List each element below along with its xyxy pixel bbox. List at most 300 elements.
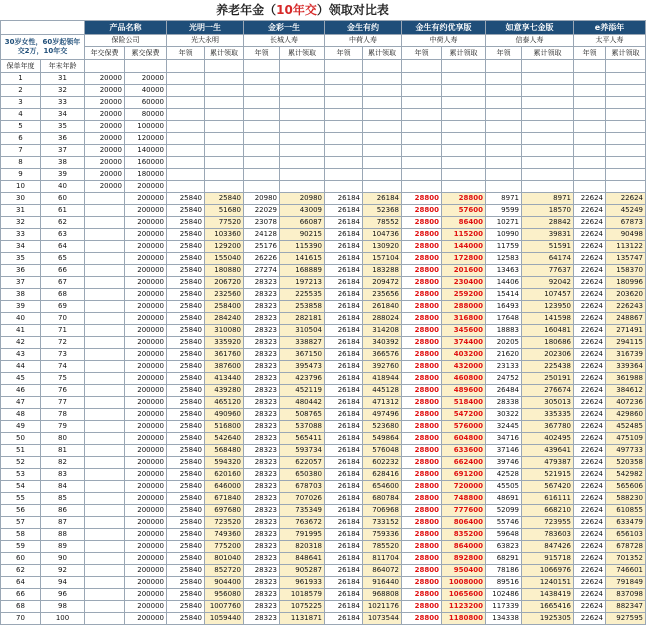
empty-cell bbox=[205, 157, 244, 169]
empty-cell bbox=[167, 169, 205, 181]
cumulative-payout: 28800 bbox=[442, 193, 486, 205]
annual-premium bbox=[85, 457, 125, 469]
annual-premium bbox=[85, 385, 125, 397]
annual-premium bbox=[85, 253, 125, 265]
empty-cell bbox=[167, 181, 205, 193]
table-row bbox=[1, 409, 646, 421]
age: 72 bbox=[41, 337, 85, 349]
total-premium: 40000 bbox=[125, 85, 167, 97]
annual-premium bbox=[85, 301, 125, 313]
age: 88 bbox=[41, 529, 85, 541]
cumulative-payout: 104736 bbox=[363, 229, 402, 241]
annual-payout: 22624 bbox=[574, 361, 606, 373]
annual-payout: 28323 bbox=[244, 457, 280, 469]
annual-payout: 28323 bbox=[244, 517, 280, 529]
header-row-columns bbox=[1, 47, 646, 60]
annual-payout: 26184 bbox=[325, 469, 363, 481]
cumulative-payout: 387600 bbox=[205, 361, 244, 373]
annual-premium bbox=[85, 241, 125, 253]
empty-cell bbox=[205, 133, 244, 145]
annual-payout: 25840 bbox=[167, 469, 205, 481]
annual-payout: 28323 bbox=[244, 325, 280, 337]
cumulative-payout: 253858 bbox=[280, 301, 325, 313]
age: 35 bbox=[41, 121, 85, 133]
header-empty bbox=[325, 60, 363, 73]
annual-payout: 22624 bbox=[574, 241, 606, 253]
annual-payout: 28800 bbox=[402, 541, 442, 553]
annual-payout: 26184 bbox=[325, 241, 363, 253]
policy-year: 64 bbox=[1, 577, 41, 589]
total-premium: 200000 bbox=[125, 613, 167, 625]
empty-cell bbox=[363, 169, 402, 181]
cumulative-payout: 763672 bbox=[280, 517, 325, 529]
empty-cell bbox=[486, 133, 522, 145]
policy-year: 6 bbox=[1, 133, 41, 145]
header-empty bbox=[205, 60, 244, 73]
annual-payout: 25840 bbox=[167, 205, 205, 217]
age: 83 bbox=[41, 469, 85, 481]
cumulative-payout: 521915 bbox=[522, 469, 574, 481]
annual-payout: 26184 bbox=[325, 373, 363, 385]
empty-cell bbox=[325, 85, 363, 97]
cumulative-payout: 806400 bbox=[442, 517, 486, 529]
cumulative-payout: 791995 bbox=[280, 529, 325, 541]
table-row bbox=[1, 157, 646, 169]
annual-payout: 25840 bbox=[167, 349, 205, 361]
empty-cell bbox=[205, 181, 244, 193]
annual-payout: 28800 bbox=[402, 577, 442, 589]
age: 100 bbox=[41, 613, 85, 625]
empty-cell bbox=[205, 97, 244, 109]
annual-premium: 20000 bbox=[85, 109, 125, 121]
cumulative-payout: 335335 bbox=[522, 409, 574, 421]
empty-cell bbox=[574, 145, 606, 157]
annual-payout: 22624 bbox=[574, 301, 606, 313]
empty-cell bbox=[486, 109, 522, 121]
annual-payout: 22624 bbox=[574, 373, 606, 385]
cumulative-payout: 180686 bbox=[522, 337, 574, 349]
total-premium: 200000 bbox=[125, 565, 167, 577]
annual-payout: 26184 bbox=[325, 589, 363, 601]
annual-payout: 28800 bbox=[402, 229, 442, 241]
total-premium: 200000 bbox=[125, 601, 167, 613]
annual-payout: 28323 bbox=[244, 301, 280, 313]
annual-payout: 25840 bbox=[167, 589, 205, 601]
annual-payout: 28323 bbox=[244, 613, 280, 625]
annual-payout: 22624 bbox=[574, 493, 606, 505]
total-premium: 200000 bbox=[125, 553, 167, 565]
cumulative-payout: 1131871 bbox=[280, 613, 325, 625]
cumulative-payout: 392760 bbox=[363, 361, 402, 373]
empty-cell bbox=[574, 109, 606, 121]
annual-payout: 28323 bbox=[244, 481, 280, 493]
header-blank bbox=[1, 21, 85, 35]
empty-cell bbox=[363, 121, 402, 133]
annual-payout: 22624 bbox=[574, 469, 606, 481]
cumulative-payout: 565606 bbox=[606, 481, 646, 493]
table-row bbox=[1, 85, 646, 97]
cumulative-payout: 733152 bbox=[363, 517, 402, 529]
empty-cell bbox=[574, 181, 606, 193]
empty-cell bbox=[606, 145, 646, 157]
empty-cell bbox=[325, 157, 363, 169]
company-name-5: 太平人寿 bbox=[574, 35, 646, 47]
annual-premium bbox=[85, 541, 125, 553]
total-premium: 200000 bbox=[125, 505, 167, 517]
total-premium: 200000 bbox=[125, 397, 167, 409]
table-row bbox=[1, 493, 646, 505]
cumulative-payout: 78552 bbox=[363, 217, 402, 229]
table-row bbox=[1, 265, 646, 277]
annual-payout: 9599 bbox=[486, 205, 522, 217]
policy-year: 60 bbox=[1, 553, 41, 565]
cumulative-payout: 180880 bbox=[205, 265, 244, 277]
empty-cell bbox=[325, 145, 363, 157]
policy-year: 1 bbox=[1, 73, 41, 85]
annual-payout: 28323 bbox=[244, 529, 280, 541]
cumulative-payout: 837098 bbox=[606, 589, 646, 601]
annual-payout: 89516 bbox=[486, 577, 522, 589]
table-row bbox=[1, 217, 646, 229]
cumulative-payout: 395473 bbox=[280, 361, 325, 373]
product-name-5: e养添年 bbox=[574, 21, 646, 35]
total-premium: 200000 bbox=[125, 517, 167, 529]
annual-payout: 22624 bbox=[574, 445, 606, 457]
empty-cell bbox=[363, 181, 402, 193]
cumulative-payout: 115200 bbox=[442, 229, 486, 241]
total-premium: 200000 bbox=[125, 457, 167, 469]
cumulative-payout: 480442 bbox=[280, 397, 325, 409]
table-row bbox=[1, 445, 646, 457]
empty-cell bbox=[402, 145, 442, 157]
age: 61 bbox=[41, 205, 85, 217]
age: 68 bbox=[41, 289, 85, 301]
annual-premium bbox=[85, 433, 125, 445]
annual-payout: 25840 bbox=[167, 565, 205, 577]
age: 87 bbox=[41, 517, 85, 529]
header-empty bbox=[574, 60, 606, 73]
empty-cell bbox=[442, 73, 486, 85]
annual-payout: 26184 bbox=[325, 565, 363, 577]
total-premium: 120000 bbox=[125, 133, 167, 145]
annual-payout: 22624 bbox=[574, 481, 606, 493]
annual-payout: 22624 bbox=[574, 325, 606, 337]
cumulative-payout: 316739 bbox=[606, 349, 646, 361]
age: 79 bbox=[41, 421, 85, 433]
policy-year: 51 bbox=[1, 445, 41, 457]
cumulative-payout: 439280 bbox=[205, 385, 244, 397]
table-row bbox=[1, 169, 646, 181]
cumulative-payout: 678703 bbox=[280, 481, 325, 493]
annual-payout: 28800 bbox=[402, 613, 442, 625]
cumulative-payout: 497496 bbox=[363, 409, 402, 421]
annual-payout: 39746 bbox=[486, 457, 522, 469]
policy-year: 70 bbox=[1, 613, 41, 625]
empty-cell bbox=[363, 73, 402, 85]
cumulative-payout: 429860 bbox=[606, 409, 646, 421]
table-row bbox=[1, 613, 646, 625]
empty-cell bbox=[402, 169, 442, 181]
annual-payout: 22624 bbox=[574, 193, 606, 205]
empty-cell bbox=[167, 133, 205, 145]
annual-payout: 28800 bbox=[402, 349, 442, 361]
table-row bbox=[1, 73, 646, 85]
col-header-cumulative: 累计领取 bbox=[280, 47, 325, 60]
cumulative-payout: 720000 bbox=[442, 481, 486, 493]
cumulative-payout: 77637 bbox=[522, 265, 574, 277]
empty-cell bbox=[486, 181, 522, 193]
age: 92 bbox=[41, 565, 85, 577]
annual-payout: 22624 bbox=[574, 265, 606, 277]
annual-premium bbox=[85, 529, 125, 541]
col-header-total: 累交保费 bbox=[125, 47, 167, 60]
cumulative-payout: 616111 bbox=[522, 493, 574, 505]
cumulative-payout: 123950 bbox=[522, 301, 574, 313]
table-row bbox=[1, 421, 646, 433]
empty-cell bbox=[205, 169, 244, 181]
empty-cell bbox=[205, 145, 244, 157]
header-row-companies bbox=[1, 35, 646, 47]
cumulative-payout: 345600 bbox=[442, 325, 486, 337]
cumulative-payout: 633479 bbox=[606, 517, 646, 529]
cumulative-payout: 57600 bbox=[442, 205, 486, 217]
age: 67 bbox=[41, 277, 85, 289]
total-premium: 200000 bbox=[125, 193, 167, 205]
annual-payout: 25840 bbox=[167, 529, 205, 541]
annual-payout: 24752 bbox=[486, 373, 522, 385]
annual-payout: 28323 bbox=[244, 349, 280, 361]
total-premium: 200000 bbox=[125, 241, 167, 253]
table-row bbox=[1, 289, 646, 301]
empty-cell bbox=[167, 145, 205, 157]
empty-cell bbox=[205, 73, 244, 85]
table-row bbox=[1, 361, 646, 373]
annual-payout: 26226 bbox=[244, 253, 280, 265]
total-premium: 200000 bbox=[125, 337, 167, 349]
cumulative-payout: 968808 bbox=[363, 589, 402, 601]
cumulative-payout: 250191 bbox=[522, 373, 574, 385]
cumulative-payout: 361988 bbox=[606, 373, 646, 385]
annual-payout: 22624 bbox=[574, 289, 606, 301]
cumulative-payout: 588230 bbox=[606, 493, 646, 505]
table-row bbox=[1, 133, 646, 145]
cumulative-payout: 206720 bbox=[205, 277, 244, 289]
empty-cell bbox=[402, 109, 442, 121]
product-name-label: 产品名称 bbox=[85, 21, 167, 35]
cumulative-payout: 18570 bbox=[522, 205, 574, 217]
table-row bbox=[1, 553, 646, 565]
header-empty bbox=[280, 60, 325, 73]
age: 39 bbox=[41, 169, 85, 181]
policy-year: 42 bbox=[1, 337, 41, 349]
cumulative-payout: 1008000 bbox=[442, 577, 486, 589]
empty-cell bbox=[280, 73, 325, 85]
annual-premium bbox=[85, 397, 125, 409]
annual-payout: 28323 bbox=[244, 421, 280, 433]
annual-premium bbox=[85, 289, 125, 301]
header-row-labels bbox=[1, 60, 646, 73]
cumulative-payout: 226243 bbox=[606, 301, 646, 313]
age: 94 bbox=[41, 577, 85, 589]
cumulative-payout: 678728 bbox=[606, 541, 646, 553]
cumulative-payout: 497733 bbox=[606, 445, 646, 457]
age: 33 bbox=[41, 97, 85, 109]
empty-cell bbox=[280, 85, 325, 97]
cumulative-payout: 172800 bbox=[442, 253, 486, 265]
age: 96 bbox=[41, 589, 85, 601]
cumulative-payout: 594320 bbox=[205, 457, 244, 469]
policy-year: 52 bbox=[1, 457, 41, 469]
table-row bbox=[1, 349, 646, 361]
age: 71 bbox=[41, 325, 85, 337]
company-name-3: 中荷人寿 bbox=[402, 35, 486, 47]
cumulative-payout: 622057 bbox=[280, 457, 325, 469]
policy-year: 41 bbox=[1, 325, 41, 337]
annual-payout: 22624 bbox=[574, 529, 606, 541]
table-row bbox=[1, 433, 646, 445]
age: 62 bbox=[41, 217, 85, 229]
cumulative-payout: 402495 bbox=[522, 433, 574, 445]
annual-payout: 28800 bbox=[402, 289, 442, 301]
total-premium: 200000 bbox=[125, 385, 167, 397]
table-row bbox=[1, 517, 646, 529]
annual-payout: 22624 bbox=[574, 505, 606, 517]
annual-payout: 25840 bbox=[167, 313, 205, 325]
age: 66 bbox=[41, 265, 85, 277]
empty-cell bbox=[574, 169, 606, 181]
table-row bbox=[1, 277, 646, 289]
total-premium: 200000 bbox=[125, 433, 167, 445]
table-row bbox=[1, 565, 646, 577]
annual-payout: 20980 bbox=[244, 193, 280, 205]
age: 37 bbox=[41, 145, 85, 157]
cumulative-payout: 314208 bbox=[363, 325, 402, 337]
age: 80 bbox=[41, 433, 85, 445]
cumulative-payout: 209472 bbox=[363, 277, 402, 289]
cumulative-payout: 432000 bbox=[442, 361, 486, 373]
header-empty bbox=[85, 60, 125, 73]
cumulative-payout: 25840 bbox=[205, 193, 244, 205]
empty-cell bbox=[606, 181, 646, 193]
empty-cell bbox=[522, 121, 574, 133]
policy-year: 49 bbox=[1, 421, 41, 433]
annual-payout: 26184 bbox=[325, 517, 363, 529]
cumulative-payout: 235656 bbox=[363, 289, 402, 301]
cumulative-payout: 452119 bbox=[280, 385, 325, 397]
total-premium: 20000 bbox=[125, 73, 167, 85]
total-premium: 200000 bbox=[125, 349, 167, 361]
cumulative-payout: 1018579 bbox=[280, 589, 325, 601]
cumulative-payout: 90498 bbox=[606, 229, 646, 241]
policy-year: 30 bbox=[1, 193, 41, 205]
annual-payout: 25840 bbox=[167, 325, 205, 337]
annual-payout: 25840 bbox=[167, 193, 205, 205]
cumulative-payout: 90215 bbox=[280, 229, 325, 241]
annual-payout: 25840 bbox=[167, 553, 205, 565]
cumulative-payout: 489600 bbox=[442, 385, 486, 397]
annual-premium bbox=[85, 193, 125, 205]
cumulative-payout: 791849 bbox=[606, 577, 646, 589]
header-empty bbox=[167, 60, 205, 73]
empty-cell bbox=[522, 73, 574, 85]
annual-payout: 22624 bbox=[574, 589, 606, 601]
cumulative-payout: 593734 bbox=[280, 445, 325, 457]
cumulative-payout: 576000 bbox=[442, 421, 486, 433]
policy-year: 8 bbox=[1, 157, 41, 169]
product-name-1: 金彩一生 bbox=[244, 21, 325, 35]
table-row bbox=[1, 589, 646, 601]
age: 34 bbox=[41, 109, 85, 121]
annual-payout: 25840 bbox=[167, 397, 205, 409]
annual-premium bbox=[85, 313, 125, 325]
annual-payout: 22624 bbox=[574, 553, 606, 565]
table-row bbox=[1, 373, 646, 385]
empty-cell bbox=[606, 169, 646, 181]
annual-premium bbox=[85, 601, 125, 613]
table-row bbox=[1, 301, 646, 313]
policy-year: 36 bbox=[1, 265, 41, 277]
cumulative-payout: 633600 bbox=[442, 445, 486, 457]
annual-payout: 22029 bbox=[244, 205, 280, 217]
policy-year: 7 bbox=[1, 145, 41, 157]
annual-payout: 22624 bbox=[574, 337, 606, 349]
empty-cell bbox=[325, 169, 363, 181]
policy-year: 35 bbox=[1, 253, 41, 265]
total-premium: 200000 bbox=[125, 421, 167, 433]
cumulative-payout: 576048 bbox=[363, 445, 402, 457]
cumulative-payout: 1123200 bbox=[442, 601, 486, 613]
annual-payout: 28800 bbox=[402, 601, 442, 613]
cumulative-payout: 1066976 bbox=[522, 565, 574, 577]
cumulative-payout: 103360 bbox=[205, 229, 244, 241]
annual-payout: 26184 bbox=[325, 349, 363, 361]
cumulative-payout: 157104 bbox=[363, 253, 402, 265]
policy-year: 54 bbox=[1, 481, 41, 493]
annual-premium: 20000 bbox=[85, 85, 125, 97]
empty-cell bbox=[522, 133, 574, 145]
annual-payout: 28800 bbox=[402, 241, 442, 253]
annual-payout: 26184 bbox=[325, 313, 363, 325]
annual-premium bbox=[85, 349, 125, 361]
cumulative-payout: 801040 bbox=[205, 553, 244, 565]
total-premium: 200000 bbox=[125, 541, 167, 553]
cumulative-payout: 45249 bbox=[606, 205, 646, 217]
cumulative-payout: 367150 bbox=[280, 349, 325, 361]
cumulative-payout: 811704 bbox=[363, 553, 402, 565]
header-empty bbox=[125, 60, 167, 73]
annual-premium bbox=[85, 277, 125, 289]
cumulative-payout: 465120 bbox=[205, 397, 244, 409]
annual-payout: 22624 bbox=[574, 565, 606, 577]
empty-cell bbox=[442, 169, 486, 181]
cumulative-payout: 847426 bbox=[522, 541, 574, 553]
annual-payout: 22624 bbox=[574, 613, 606, 625]
age: 85 bbox=[41, 493, 85, 505]
policy-year: 55 bbox=[1, 493, 41, 505]
cumulative-payout: 1021176 bbox=[363, 601, 402, 613]
col-header-annual: 年领 bbox=[574, 47, 606, 60]
empty-cell bbox=[205, 109, 244, 121]
cumulative-payout: 460800 bbox=[442, 373, 486, 385]
annual-payout: 22624 bbox=[574, 253, 606, 265]
annual-payout: 28800 bbox=[402, 445, 442, 457]
age: 70 bbox=[41, 313, 85, 325]
annual-payout: 102486 bbox=[486, 589, 522, 601]
col-header-annual: 年领 bbox=[486, 47, 522, 60]
cumulative-payout: 232560 bbox=[205, 289, 244, 301]
policy-year: 38 bbox=[1, 289, 41, 301]
header-empty bbox=[402, 60, 442, 73]
